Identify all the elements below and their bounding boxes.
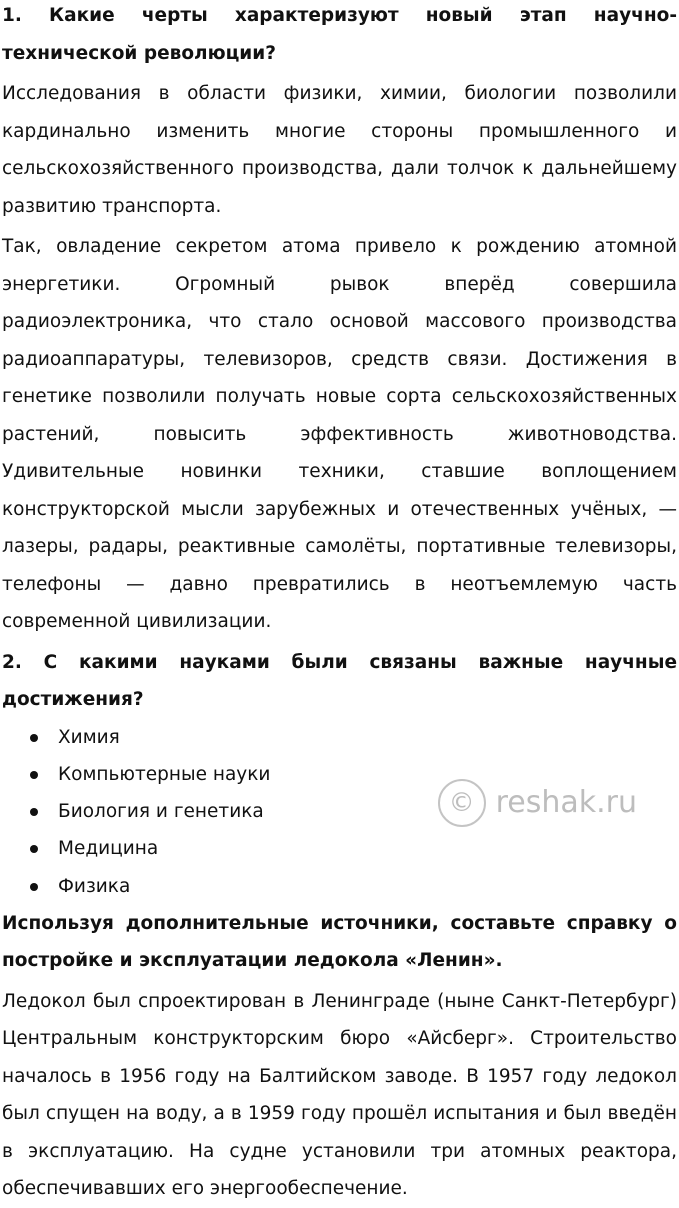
bullet-icon <box>30 771 38 779</box>
question-3-title: Используя дополнительные источники, составьте справку о постройке и эксплуатации ледокола «Ленин». <box>2 912 677 972</box>
question-1-title: 1. Какие черты характеризуют новый этап научно-технической революции? <box>2 5 677 64</box>
answer-1-paragraph-1: Исследования в области физики, химии, биологии позволили кардинально изменить многие стороны промышленного и сельскохозяйственного производства, дали толчок к дальнейшему развитию транспорта. <box>2 83 677 217</box>
question-2-title: 2. С какими науками были связаны важные научные достижения? <box>2 651 677 710</box>
sciences-list <box>2 719 677 905</box>
bullet-icon <box>30 734 38 742</box>
list-item: Физика <box>30 868 677 905</box>
list-item: Компьютерные науки <box>30 756 677 793</box>
answer-1-paragraph-2: Так, овладение секретом атома привело к рождению атомной энергетики. Огромный рывок вперёд совершила радиоэлектроника, что стало основой массового производства радиоаппаратуры, телевизоров, средств связи. Достижения в генетике позволили получать новые сорта сельскохозяйственных растений, повысить эффективность животноводства. Удивительные новинки техники, ставшие воплощением конструкторской мысли зарубежных и отечественных учёных, — лазеры, радары, реактивные самолёты, портативные телевизоры, телефоны — давно превратились в неотъемлемую часть современной цивилизации. <box>2 236 677 632</box>
list-item: Химия <box>30 719 677 756</box>
copyright-icon: © <box>438 779 486 827</box>
watermark-text: reshak.ru <box>495 784 637 820</box>
answer-3-paragraph: Ледокол был спроектирован в Ленинграде (ныне Санкт-Петербург) Центральным конструкторским бюро «Айсберг». Строительство началось в 1956 году на Балтийском заводе. В 1957 году ледокол был спущен на воду, а в 1959 году прошёл испытания и был введён в эксплуатацию. На судне установили три атомных реактора, обеспечивавших его энергообеспечение. <box>2 990 677 1200</box>
list-item: Медицина <box>30 830 677 867</box>
list-section <box>2 719 677 905</box>
list-item: Биология и генетика <box>30 793 677 830</box>
bullet-icon <box>30 883 38 891</box>
bullet-icon <box>30 808 38 816</box>
bullet-icon <box>30 845 38 853</box>
